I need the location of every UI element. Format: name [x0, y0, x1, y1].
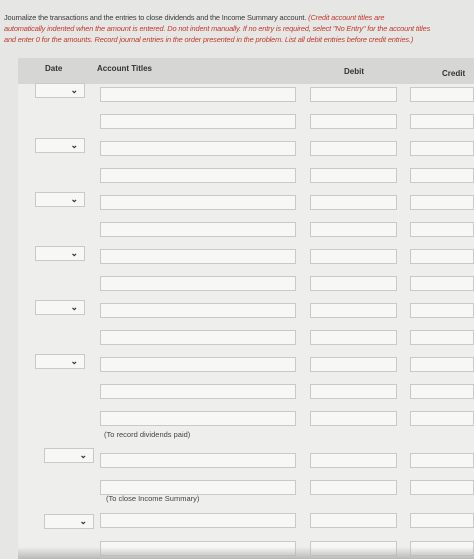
- chevron-down-icon: ⌄: [79, 450, 87, 460]
- date-select[interactable]: [35, 192, 85, 207]
- debit-input[interactable]: [310, 141, 397, 156]
- table-header: [18, 58, 474, 84]
- credit-input[interactable]: [410, 384, 474, 399]
- account-title-input[interactable]: [100, 168, 296, 183]
- debit-input[interactable]: [310, 195, 397, 210]
- account-title-input[interactable]: [100, 357, 296, 372]
- instructions-line-3: and enter 0 for the amounts. Record journal entries in the order presented in the problem. List all debit entries before credit entries.): [4, 35, 414, 44]
- debit-input[interactable]: [310, 222, 397, 237]
- chevron-down-icon: ⌄: [70, 140, 78, 150]
- date-select[interactable]: [35, 83, 85, 98]
- header-credit: Credit: [442, 69, 466, 78]
- credit-input[interactable]: [410, 87, 474, 102]
- header-debit: Debit: [344, 67, 364, 76]
- debit-input[interactable]: [310, 87, 397, 102]
- debit-input[interactable]: [310, 384, 397, 399]
- chevron-down-icon: ⌄: [70, 302, 78, 312]
- account-title-input[interactable]: [100, 87, 296, 102]
- journal-entry-table: [18, 58, 474, 559]
- credit-input[interactable]: [410, 357, 474, 372]
- credit-input[interactable]: [410, 453, 474, 468]
- credit-input[interactable]: [410, 480, 474, 495]
- bottom-edge: [18, 547, 474, 559]
- chevron-down-icon: ⌄: [70, 356, 78, 366]
- instructions-line-2: automatically indented when the amount is entered. Do not indent manually. If no entry is required, select "No Entry" for the account titles: [4, 24, 431, 33]
- credit-input[interactable]: [410, 249, 474, 264]
- debit-input[interactable]: [310, 114, 397, 129]
- chevron-down-icon: ⌄: [70, 248, 78, 258]
- account-title-input[interactable]: [100, 195, 296, 210]
- debit-input[interactable]: [310, 480, 397, 495]
- credit-input[interactable]: [410, 141, 474, 156]
- chevron-down-icon: ⌄: [79, 516, 87, 526]
- credit-input[interactable]: [410, 330, 474, 345]
- date-select[interactable]: [35, 300, 85, 315]
- header-date: Date: [45, 64, 63, 73]
- memo-income-summary: (To close Income Summary): [106, 494, 200, 503]
- account-title-input[interactable]: [100, 303, 296, 318]
- debit-input[interactable]: [310, 330, 397, 345]
- credit-input[interactable]: [410, 513, 474, 528]
- date-select[interactable]: [44, 448, 94, 463]
- account-title-input[interactable]: [100, 453, 296, 468]
- instructions-red-1: (Credit account titles are: [308, 13, 385, 22]
- date-select[interactable]: [35, 246, 85, 261]
- header-account-titles: Account Titles: [97, 64, 152, 73]
- debit-input[interactable]: [310, 303, 397, 318]
- date-select[interactable]: [44, 514, 94, 529]
- account-title-input[interactable]: [100, 141, 296, 156]
- chevron-down-icon: ⌄: [70, 85, 78, 95]
- account-title-input[interactable]: [100, 513, 296, 528]
- debit-input[interactable]: [310, 168, 397, 183]
- credit-input[interactable]: [410, 276, 474, 291]
- date-select[interactable]: [35, 354, 85, 369]
- account-title-input[interactable]: [100, 480, 296, 495]
- credit-input[interactable]: [410, 411, 474, 426]
- debit-input[interactable]: [310, 249, 397, 264]
- chevron-down-icon: ⌄: [70, 194, 78, 204]
- credit-input[interactable]: [410, 222, 474, 237]
- account-title-input[interactable]: [100, 384, 296, 399]
- debit-input[interactable]: [310, 276, 397, 291]
- debit-input[interactable]: [310, 513, 397, 528]
- instructions-line-1: [4, 12, 474, 23]
- date-select[interactable]: [35, 138, 85, 153]
- debit-input[interactable]: [310, 411, 397, 426]
- memo-dividends: (To record dividends paid): [104, 430, 191, 439]
- account-title-input[interactable]: [100, 249, 296, 264]
- instructions: [4, 12, 474, 45]
- credit-input[interactable]: [410, 195, 474, 210]
- account-title-input[interactable]: [100, 411, 296, 426]
- account-title-input[interactable]: [100, 114, 296, 129]
- account-title-input[interactable]: [100, 276, 296, 291]
- account-title-input[interactable]: [100, 222, 296, 237]
- debit-input[interactable]: [310, 357, 397, 372]
- credit-input[interactable]: [410, 168, 474, 183]
- debit-input[interactable]: [310, 453, 397, 468]
- account-title-input[interactable]: [100, 330, 296, 345]
- instructions-plain: Journalize the transactions and the entries to close dividends and the Income Summary account.: [4, 13, 307, 22]
- credit-input[interactable]: [410, 303, 474, 318]
- credit-input[interactable]: [410, 114, 474, 129]
